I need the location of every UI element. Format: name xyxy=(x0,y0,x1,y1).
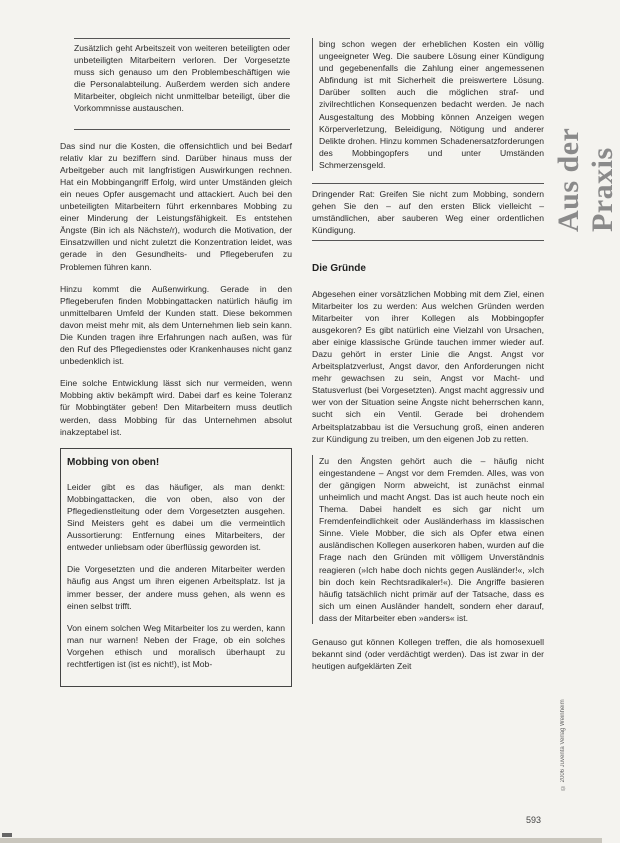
paragraph-prevention: Eine solche Entwicklung lässt sich nur vermeiden, wenn Mobbing aktiv bekämpft wird. Dabei darf es keine Toleranz für Mobbingtäter geben! Den Mitarbeitern muss deutlich werden, dass Mobbing für das Unternehmen absolut inakzeptabel ist. xyxy=(60,378,292,437)
sidebar-paragraph-1: Leider gibt es das häufiger, als man denkt: Mobbingattacken, die von oben, also von der Pflegedienstleitung oder dem Vorgesetzten ausgehen. Sind Meisters geht es dabei um die vermeintlich Aussortierung: Entfernung eines Mitarbeiters, der entweder unliebsam oder überflüssig geworden ist. xyxy=(67,481,285,553)
advice-box xyxy=(312,183,544,241)
copyright-notice: © 2006 Juventa Verlag Weinheim xyxy=(560,699,566,790)
intro-paragraph: Zusätzlich geht Arbeitszeit von weiteren beteiligten oder unbeteiligten Mitarbeitern verloren. Der Vorgesetzte muss sich genauso um den Problembeschäftigen wie die Personalabteilung. Außerdem werden sich andere Mitarbeiter, obgleich nicht unmittelbar beteiligt, über die Vorkommnisse austauschen. xyxy=(74,43,290,114)
corner-mark xyxy=(2,833,12,837)
sidebar-title: Mobbing von oben! xyxy=(67,456,160,468)
intro-box xyxy=(74,38,290,130)
section-side-title: Aus der Praxis xyxy=(552,128,619,232)
section-heading: Die Gründe xyxy=(312,263,366,275)
left-column xyxy=(60,38,292,687)
continuation-paragraph: bing schon wegen der erheblichen Kosten ein völlig ungeeigneter Weg. Die saubere Lösung einer Kündigung und gegebenenfalls die Zahlung einer angemessenen Abfindung ist mit Sicherheit die preiswertere Lösung. Darüber sollten auch die möglichen straf- und zivilrechtlichen Konsequenzen bedacht werden. Je nach Ausgestaltung des Mobbing können Anzeigen wegen Körperverletzung, Beleidigung, Nötigung und anderer Delikte drohen. Hinzu kommen Schadenersatzforderungen des Mobbingopfers und unter Umständen Schmerzensgeld. xyxy=(319,39,544,170)
sidebar-paragraph-2: Die Vorgesetzten und die anderen Mitarbeiter werden häufig aus Angst um ihren eigenen Arbeitsplatz. Ist ja immer besser, der andere muss gehen, als wenn es einen selbst trifft. xyxy=(67,564,285,611)
fear-block xyxy=(312,455,544,624)
sidebar-paragraph-3: Von einem solchen Weg Mitarbeiter los zu werden, kann man nur warnen! Neben der Frage, ob ein solches Vorgehen ethisch und moralisch überhaupt zu rechtfertigen ist (ist es nicht!), ist Mob- xyxy=(67,622,285,670)
paragraph-external-effect: Hinzu kommt die Außenwirkung. Gerade in den Pflegeberufen finden Mobbingattacken natürlich häufig im unmittelbaren Umfeld der Kunden statt. Diese bekommen davon meist mehr mit, als dem Unternehmen lieb sein kann. Die Kunden tragen ihre Erfahrungen nach außen, was für den Ruf des Pflegedienstes oder Krankenhauses nicht ganz unbedenklich ist. xyxy=(60,283,292,367)
right-column xyxy=(312,38,544,682)
paragraph-fear-of-strangers: Zu den Ängsten gehört auch die – häufig nicht eingestandene – Angst vor dem Fremden. Alles, was von der gängigen Norm abweicht, ist zunächst einmal unheimlich und macht Angst. Das ist auch heute noch ein Thema. Dabei handelt es sich gar nicht um Fremdenfeindlichkeit oder Ausländerhass im klassischen Sinne. Viele Mobber, die sich als Opfer etwa einen ausländischen Kollegen auserkoren haben, wurden auf die Frage nach den Gründen mit völligem Unverständnis reagieren (»Ich habe doch nichts gegen Ausländer!«, »Ich bin doch kein Rechtsradikaler!«). Die Angriffe basieren häufig tatsächlich nicht primär auf der Tatsache, dass es sich um einen Ausländer handelt, sondern eher darauf, dass der Mitarbeiter eben »anders« ist. xyxy=(319,455,544,623)
advice-text: Dringender Rat: Greifen Sie nicht zum Mobbing, sondern gehen Sie den – auf den ersten Blick vielleicht – umständlichen, aber sauberen Weg einer ordentlichen Kündigung. xyxy=(312,189,544,236)
paragraph-colleagues: Genauso gut können Kollegen treffen, die als homosexuell bekannt sind (oder verdächtigt werden). Das ist zwar in der heutigen aufgeklärten Zeit xyxy=(312,637,544,672)
paragraph-reasons: Abgesehen einer vorsätzlichen Mobbing mit dem Ziel, einen Mitarbeiter los zu werden: Aus welchen Gründen werden Mitarbeiter von ihrer Kollegen als Mobbingopfer ausgekoren? Es gibt natürlich eine Vielzahl von Ursachen, aber einige klassische Gründe tauchen immer wieder auf. Dazu gehört in erster Linie die Angst. Angst vor Arbeitsplatzverlust, Angst davor, den Anforderungen nicht mehr gewachsen zu sein, Angst vor Macht- und Statusverlust (bei Vorgesetzten). Angst macht aggressiv und wer von der Situation seine Ängste nicht beherrschen kann, sucht sich ein Ventil. Gerade bei drohendem Arbeitsplatzabbau ist die Versuchung groß, einen anderen zur Kündigung zu treiben, um den eigenen Job zu retten. xyxy=(312,288,544,444)
continuation-block xyxy=(312,38,544,171)
sidebar-box xyxy=(60,448,292,687)
page-number: 593 xyxy=(526,815,542,825)
paragraph-costs: Das sind nur die Kosten, die offensichtlich und bei Bedarf relativ klar zu beziffern sind. Darüber hinaus muss der Arbeitgeber auch mit langfristigen Auswirkungen rechnen. Hat ein Mobbingangriff Erfolg, wird unter Umständen gleich ein neues Opfer ausgemacht und attackiert. Auch bei den unbeteiligten Mitarbeitern führt erkennbares Mobbing zu einer Minderung der Leistungsfähigkeit. Es entstehen Ängste (Bin ich als Nächste/r), wodurch die Motivation, der Einsatzwillen und nicht zuletzt die Konzentration leidet, was gerade in den Gesundheits- und Pflegeberufen zu Problemen führen kann. xyxy=(60,140,292,272)
bottom-edge xyxy=(0,838,602,843)
